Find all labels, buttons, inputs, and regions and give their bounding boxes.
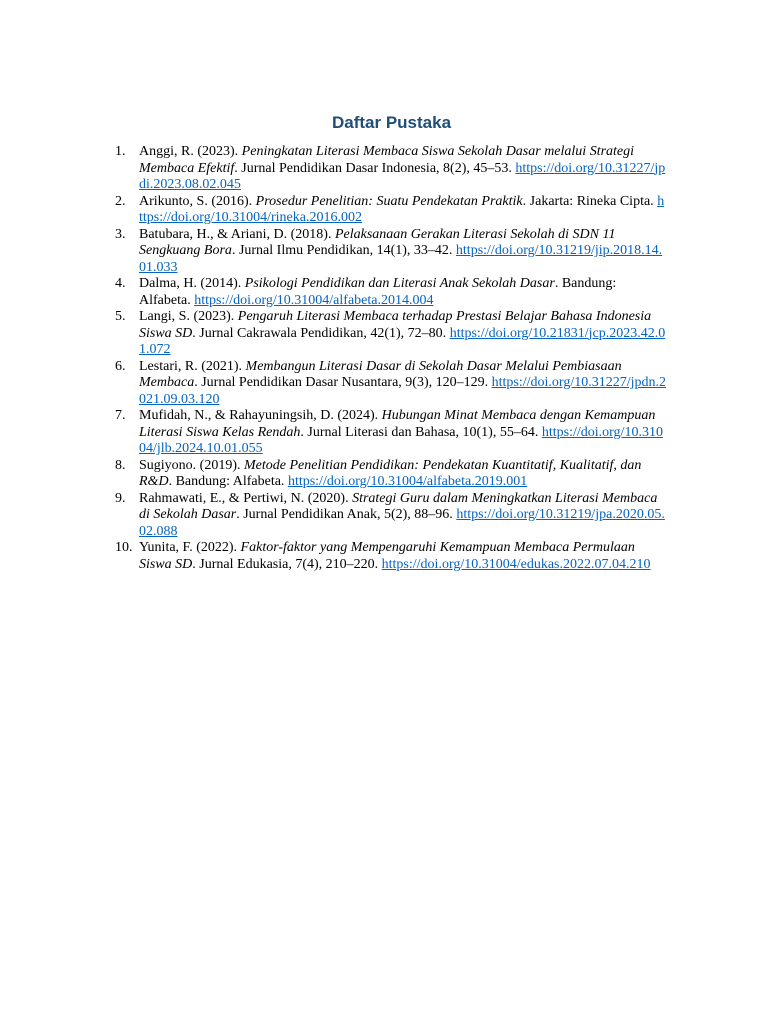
reference-text xyxy=(139,359,668,409)
reference-citation-text: . Jurnal Literasi dan Bahasa, 10(1), 55–64. xyxy=(300,424,542,440)
reference-citation-text: . Jurnal Edukasia, 7(4), 210–220. xyxy=(192,556,382,572)
reference-number: 1. xyxy=(115,144,126,159)
doi-link[interactable]: https://doi.org/10.31004/rineka.2016.002 xyxy=(139,193,665,225)
reference-item xyxy=(115,227,668,277)
reference-list xyxy=(115,144,668,573)
reference-citation-text: Lestari, R. (2021). xyxy=(139,358,246,374)
reference-citation-text: Dalma, H. (2014). xyxy=(139,276,245,291)
reference-item xyxy=(115,491,668,541)
reference-number: 7. xyxy=(115,408,126,423)
reference-text xyxy=(139,194,668,227)
reference-title: Peningkatan Literasi Membaca Siswa Sekolah Dasar melalui Strategi Membaca Efektif xyxy=(139,144,635,176)
reference-number: 3. xyxy=(115,226,126,242)
reference-number: 2. xyxy=(115,193,126,209)
document-content xyxy=(115,112,668,573)
reference-text xyxy=(139,309,668,359)
reference-citation-text: . Bandung: Alfabeta. xyxy=(168,474,288,489)
reference-item xyxy=(115,408,668,458)
reference-citation-text: Anggi, R. (2023). xyxy=(139,144,242,159)
reference-item xyxy=(115,309,668,359)
reference-number: 5. xyxy=(115,309,126,324)
reference-title: Membangun Literasi Dasar di Sekolah Dasar Melalui Pembiasaan Membaca xyxy=(139,358,622,390)
doi-link[interactable]: https://doi.org/10.31004/edukas.2022.07.04.210 xyxy=(381,556,651,572)
reference-citation-text: Arikunto, S. (2016). xyxy=(139,193,256,209)
reference-citation-text: . Bandung: Alfabeta. xyxy=(139,276,617,308)
reference-text xyxy=(139,458,668,491)
reference-item xyxy=(115,458,668,491)
reference-title: Pengaruh Literasi Membaca terhadap Prestasi Belajar Bahasa Indonesia Siswa SD xyxy=(139,309,652,341)
doi-link[interactable]: https://doi.org/10.31227/jpdn.2021.09.03.120 xyxy=(139,375,667,407)
doi-link[interactable]: https://doi.org/10.31004/jlb.2024.10.01.055 xyxy=(139,424,663,456)
reference-title: Metode Penelitian Pendidikan: Pendekatan Kuantitatif, Kualitatif, dan R&D xyxy=(139,457,642,489)
doi-link[interactable]: https://doi.org/10.31219/jpa.2020.05.02.088 xyxy=(139,507,665,539)
reference-citation-text: Langi, S. (2023). xyxy=(139,309,238,324)
reference-citation-text: . Jurnal Pendidikan Anak, 5(2), 88–96. xyxy=(236,507,457,522)
reference-citation-text: . Jakarta: Rineka Cipta. xyxy=(522,193,658,209)
doi-link[interactable]: https://doi.org/10.21831/jcp.2023.42.01.072 xyxy=(139,325,666,357)
doi-link[interactable]: https://doi.org/10.31004/alfabeta.2019.001 xyxy=(287,474,528,489)
reference-number: 8. xyxy=(115,457,126,473)
reference-item xyxy=(115,540,668,573)
reference-text xyxy=(139,276,668,309)
reference-citation-text: Batubara, H., & Ariani, D. (2018). xyxy=(139,226,335,242)
reference-text xyxy=(139,408,668,458)
reference-title: Faktor-faktor yang Mempengaruhi Kemampuan Membaca Permulaan Siswa SD xyxy=(139,540,635,572)
reference-title: Prosedur Penelitian: Suatu Pendekatan Praktik xyxy=(255,193,523,209)
reference-item xyxy=(115,359,668,409)
reference-text xyxy=(139,227,668,277)
doi-link[interactable]: https://doi.org/10.31219/jip.2018.14.01.033 xyxy=(139,243,663,275)
reference-text xyxy=(139,491,668,541)
reference-item xyxy=(115,194,668,227)
reference-item xyxy=(115,144,668,194)
reference-citation-text: . Jurnal Pendidikan Dasar Indonesia, 8(2), 45–53. xyxy=(234,160,516,176)
reference-title: Pelaksanaan Gerakan Literasi Sekolah di SDN 11 Sengkuang Bora xyxy=(139,226,616,258)
reference-number: 9. xyxy=(115,490,126,506)
reference-citation-text: . Jurnal Ilmu Pendidikan, 14(1), 33–42. xyxy=(231,243,456,258)
reference-title: Hubungan Minat Membaca dengan Kemampuan Literasi Siswa Kelas Rendah xyxy=(139,408,656,440)
reference-number: 4. xyxy=(115,276,126,291)
reference-citation-text: Rahmawati, E., & Pertiwi, N. (2020). xyxy=(139,490,353,506)
reference-citation-text: . Jurnal Cakrawala Pendidikan, 42(1), 72–80. xyxy=(192,325,450,341)
reference-citation-text: Sugiyono. (2019). xyxy=(139,457,244,473)
reference-citation-text: Yunita, F. (2022). xyxy=(139,540,241,555)
reference-number: 6. xyxy=(115,358,126,374)
reference-number: 10. xyxy=(115,540,133,555)
reference-citation-text: Mufidah, N., & Rahayuningsih, D. (2024). xyxy=(139,408,382,423)
reference-citation-text: . Jurnal Pendidikan Dasar Nusantara, 9(3), 120–129. xyxy=(194,375,492,390)
doi-link[interactable]: https://doi.org/10.31004/alfabeta.2014.004 xyxy=(194,292,434,308)
reference-title: Strategi Guru dalam Meningkatkan Literasi Membaca di Sekolah Dasar xyxy=(139,490,658,522)
doi-link[interactable]: https://doi.org/10.31227/jpdi.2023.08.02.045 xyxy=(139,160,666,192)
page-title: Daftar Pustaka xyxy=(331,113,452,132)
reference-item xyxy=(115,276,668,309)
reference-text xyxy=(139,540,668,573)
reference-text xyxy=(139,144,668,194)
reference-title: Psikologi Pendidikan dan Literasi Anak Sekolah Dasar xyxy=(244,276,555,291)
